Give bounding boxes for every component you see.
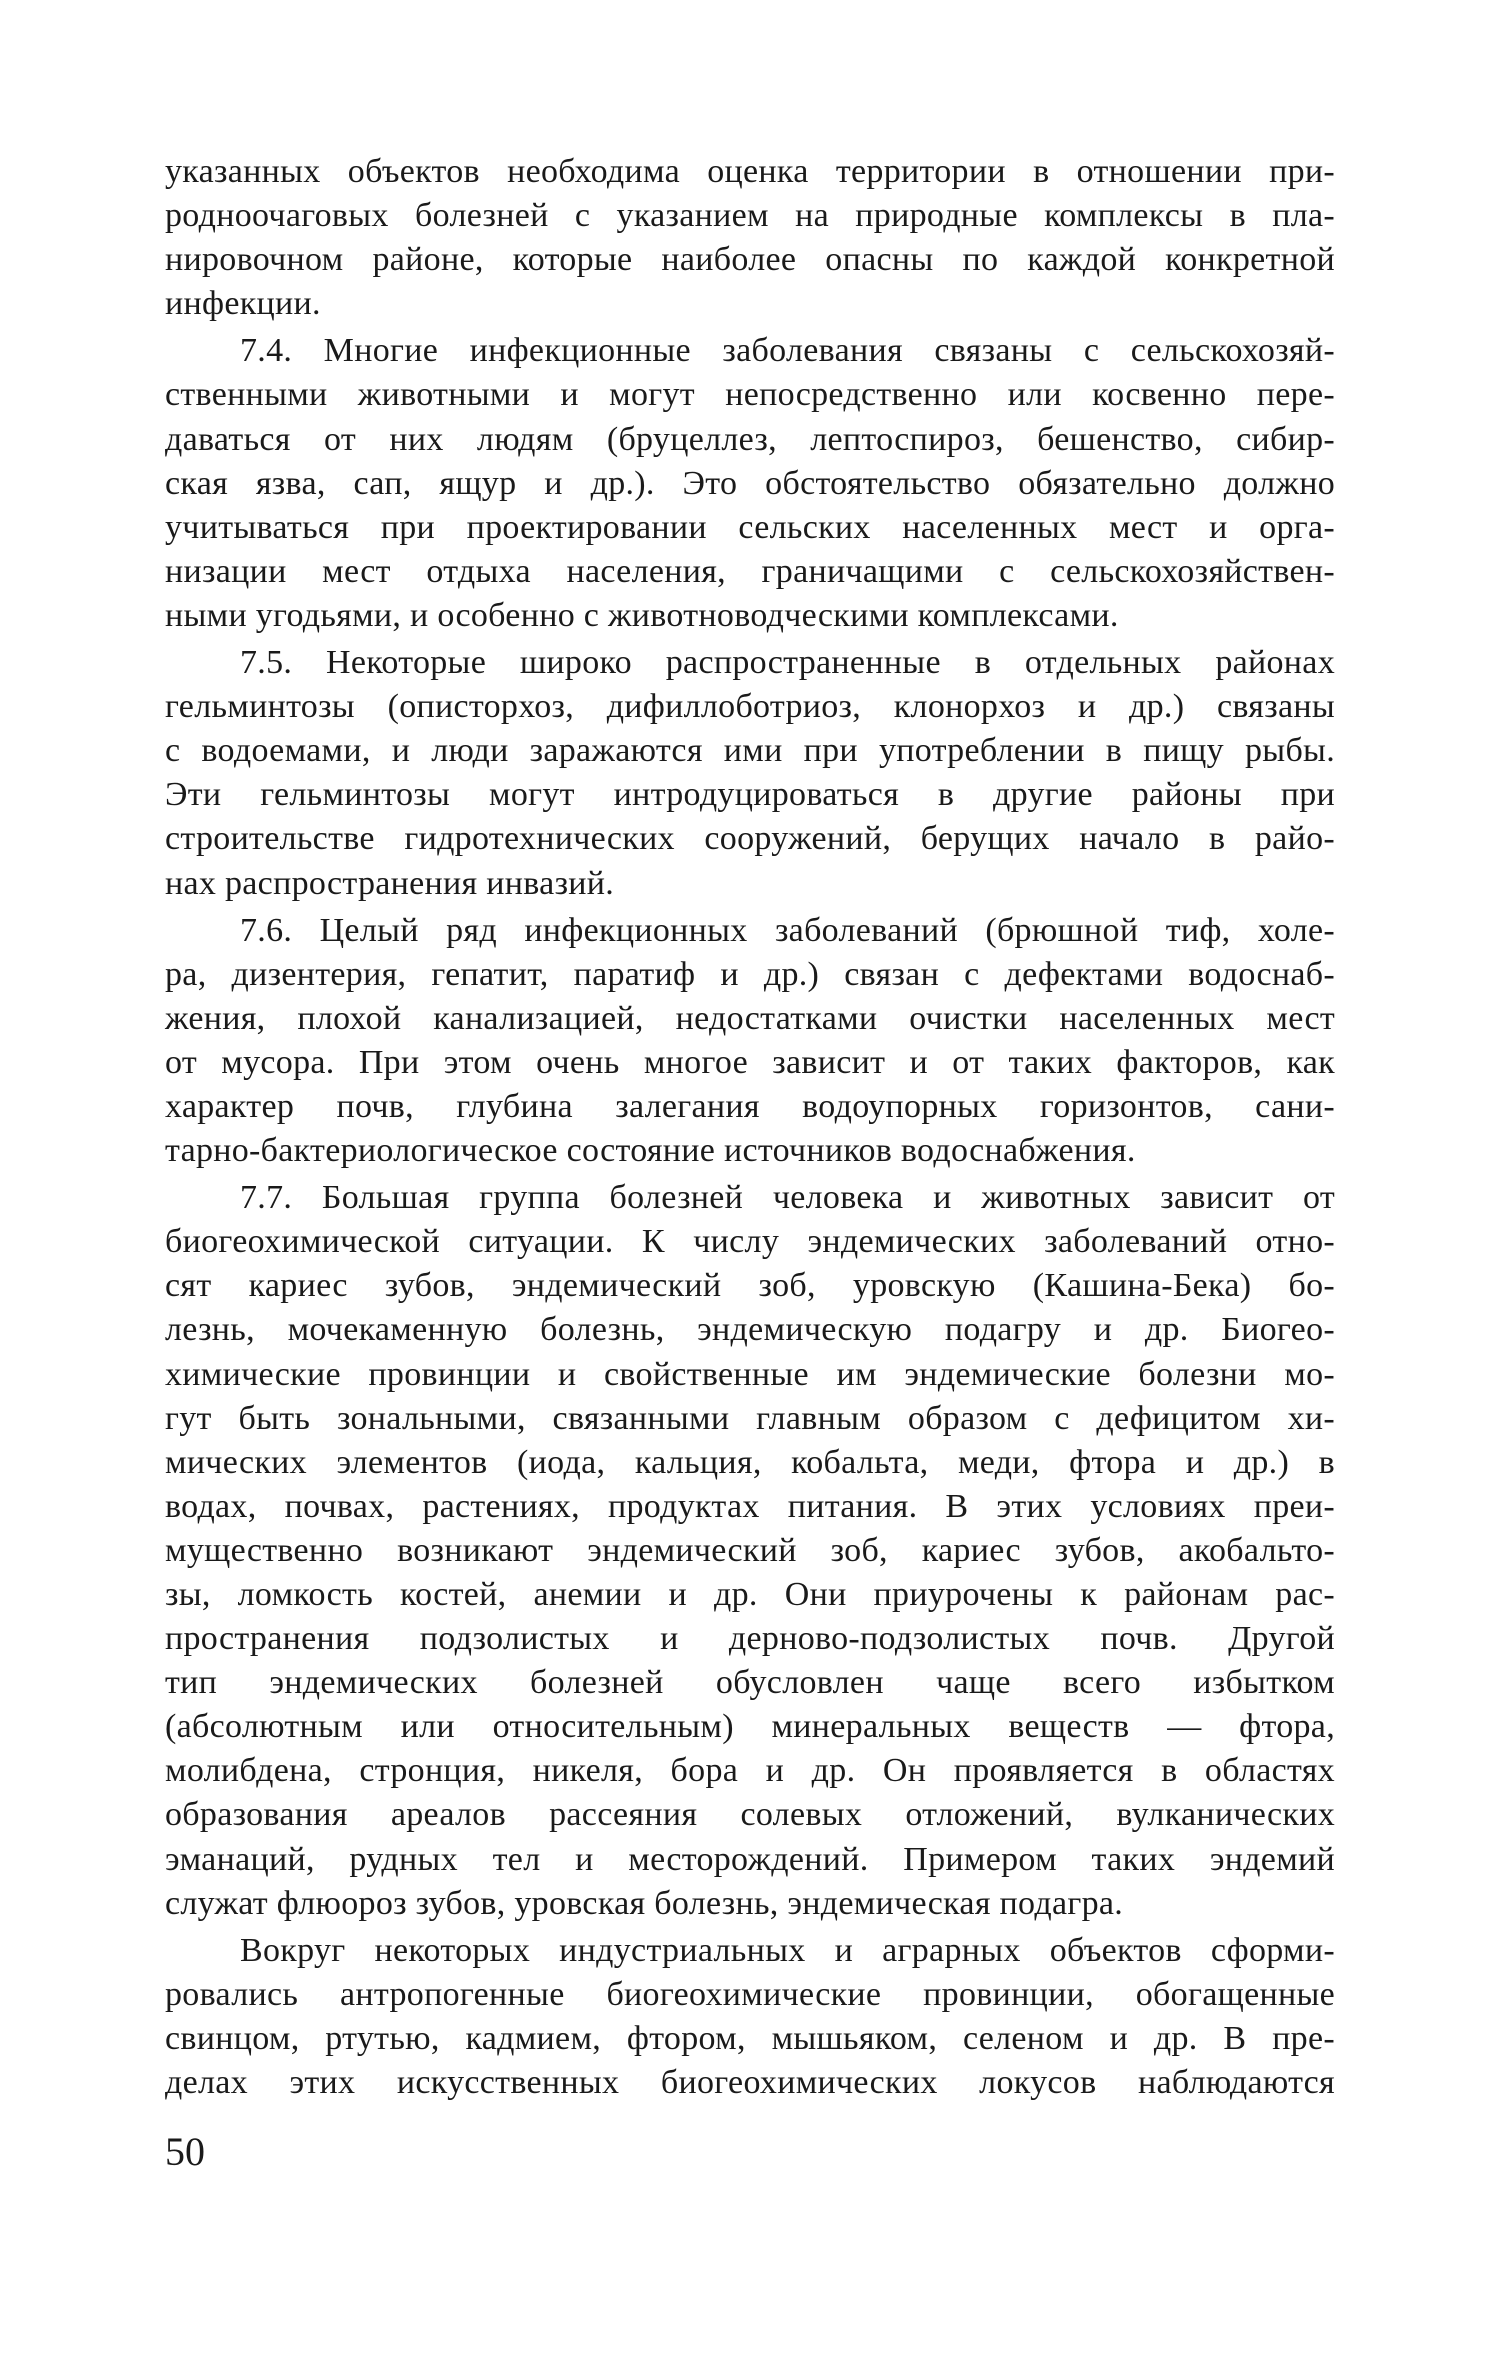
text-line: водах, почвах, растениях, продуктах питания. В этих условиях преи- (165, 1487, 1335, 1525)
paragraph-closing (165, 1929, 1335, 2105)
text-line: гут быть зональными, связанными главным образом с дефицитом хи- (165, 1399, 1335, 1437)
text-line: характер почв, глубина залегания водоупорных горизонтов, сани- (165, 1087, 1335, 1125)
text-line: учитываться при проектировании сельских населенных мест и орга- (165, 508, 1335, 546)
text-line: низации мест отдыха населения, граничащими с сельскохозяйствен- (165, 552, 1335, 590)
text-line: свинцом, ртутью, кадмием, фтором, мышьяком, селеном и др. В пре- (165, 2019, 1335, 2057)
text-line: ская язва, сап, ящур и др.). Это обстоятельство обязательно должно (165, 464, 1335, 502)
page-number: 50 (165, 2129, 205, 2174)
text-line: сят кариес зубов, эндемический зоб, уровскую (Кашина-Бека) бо- (165, 1267, 1335, 1305)
paragraph-7-7 (165, 1176, 1335, 1926)
text-line: 7.7. Большая группа болезней человека и животных зависит от (240, 1179, 1335, 1217)
text-line: ра, дизентерия, гепатит, паратиф и др.) связан с дефектами водоснаб- (165, 955, 1335, 993)
text-line: ровались антропогенные биогеохимические провинции, обогащенные (165, 1975, 1335, 2013)
text-line: лезнь, мочекаменную болезнь, эндемическую подагру и др. Биогео- (165, 1311, 1335, 1349)
text-line: ными угодьями, и особенно с животноводческими комплексами. (165, 596, 1119, 634)
text-line: (абсолютным или относительным) минеральных веществ — фтора, (165, 1708, 1335, 1746)
text-line: Вокруг некоторых индустриальных и аграрных объектов сформи- (240, 1931, 1335, 1969)
text-line: ственными животными и могут непосредственно или косвенно пере- (165, 376, 1335, 414)
text-line: гельминтозы (описторхоз, дифиллоботриоз, клонорхоз и др.) связаны (165, 688, 1335, 726)
text-line: мических элементов (иода, кальция, кобальта, меди, фтора и др.) в (165, 1443, 1335, 1481)
text-line: эманаций, рудных тел и месторождений. Примером таких эндемий (165, 1840, 1335, 1878)
text-line: химические провинции и свойственные им эндемические болезни мо- (165, 1355, 1335, 1393)
text-line: нировочном районе, которые наиболее опасны по каждой конкретной (165, 241, 1335, 279)
text-line: даваться от них людям (бруцеллез, лептоспироз, бешенство, сибир- (165, 420, 1335, 458)
text-line: образования ареалов рассеяния солевых отложений, вулканических (165, 1796, 1335, 1834)
text-line: родноочаговых болезней с указанием на природные комплексы в пла- (165, 197, 1335, 235)
text-line: делах этих искусственных биогеохимических локусов наблюдаются (165, 2064, 1335, 2102)
text-line: 7.5. Некоторые широко распространенные в отдельных районах (240, 644, 1335, 682)
text-line: жения, плохой канализацией, недостатками очистки населенных мест (165, 999, 1335, 1037)
text-line: мущественно возникают эндемический зоб, кариес зубов, акобальто- (165, 1531, 1335, 1569)
paragraph-7-4 (165, 329, 1335, 638)
text-line: пространения подзолистых и дерново-подзолистых почв. Другой (165, 1620, 1335, 1658)
paragraph-7-6 (165, 909, 1335, 1174)
text-line: молибдена, стронция, никеля, бора и др. Он проявляется в областях (165, 1752, 1335, 1790)
text-line: зы, ломкость костей, анемии и др. Они приурочены к районам рас- (165, 1576, 1335, 1613)
text-line: тарно-бактериологическое состояние источников водоснабжения. (165, 1132, 1136, 1170)
page-body (165, 150, 1335, 2108)
text-line: указанных объектов необходима оценка территории в отношении при- (165, 153, 1335, 190)
paragraph-intro (165, 150, 1335, 326)
text-line: с водоемами, и люди заражаются ими при употреблении в пищу рыбы. (165, 732, 1335, 770)
paragraph-7-5 (165, 641, 1335, 906)
text-line: биогеохимической ситуации. К числу эндемических заболеваний отно- (165, 1223, 1335, 1261)
text-line: строительстве гидротехнических сооружений, берущих начало в райо- (165, 820, 1335, 858)
text-line: тип эндемических болезней обусловлен чаще всего избытком (165, 1664, 1335, 1702)
text-line: служат флюороз зубов, уровская болезнь, эндемическая подагра. (165, 1884, 1124, 1922)
text-line: от мусора. При этом очень многое зависит и от таких факторов, как (165, 1043, 1335, 1081)
text-line: Эти гельминтозы могут интродуцироваться в другие районы при (165, 776, 1335, 814)
text-line: инфекции. (165, 285, 321, 323)
text-line: нах распространения инвазий. (165, 864, 615, 902)
text-line: 7.4. Многие инфекционные заболевания связаны с сельскохозяй- (240, 332, 1335, 370)
text-line: 7.6. Целый ряд инфекционных заболеваний (брюшной тиф, холе- (240, 911, 1335, 949)
